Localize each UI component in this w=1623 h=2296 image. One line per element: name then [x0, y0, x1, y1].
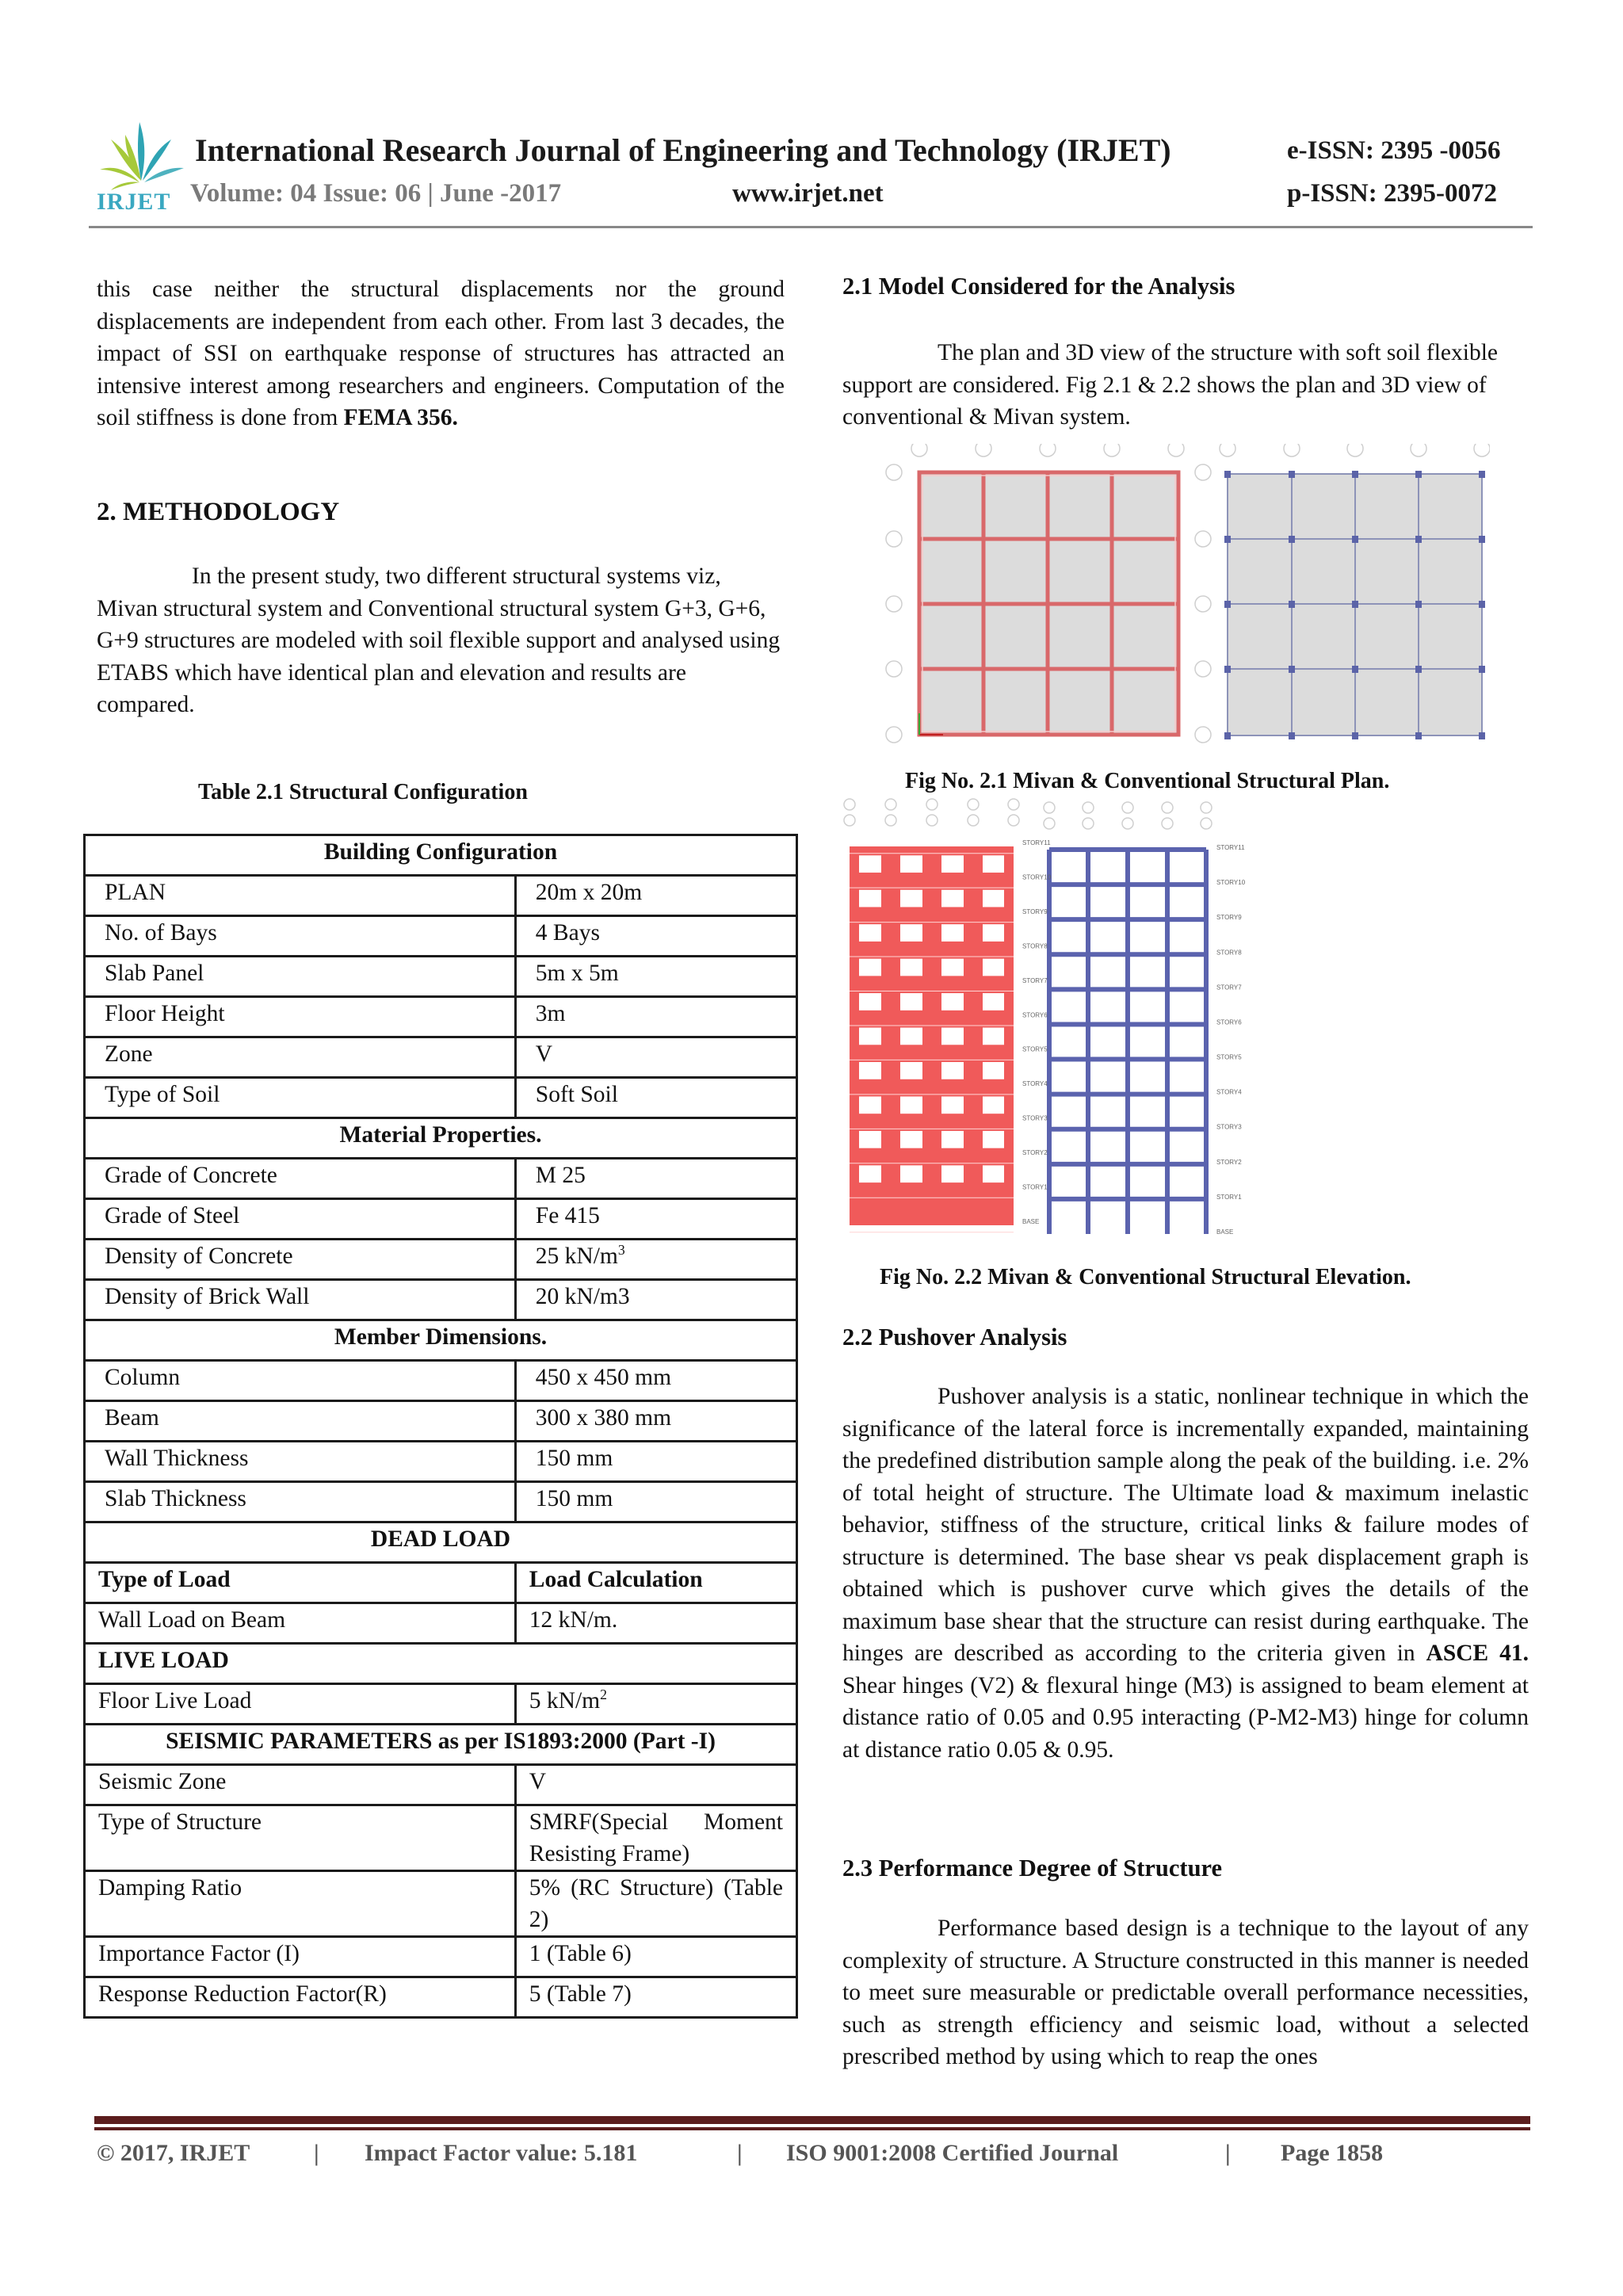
svg-text:STORY3: STORY3: [1022, 1114, 1048, 1122]
e-issn: e-ISSN: 2395 -0056: [1287, 136, 1501, 165]
mivan-plan: [886, 444, 1184, 743]
table-caption: Table 2.1 Structural Configuration: [198, 780, 528, 804]
table-row: Floor Height 3m: [85, 997, 797, 1037]
svg-text:STORY10: STORY10: [1216, 879, 1246, 887]
svg-text:STORY7: STORY7: [1022, 976, 1048, 984]
svg-text:STORY1: STORY1: [1216, 1193, 1242, 1201]
svg-text:STORY8: STORY8: [1022, 942, 1048, 950]
section-building-configuration: Building Configuration: [85, 835, 797, 876]
intro-paragraph: [97, 273, 785, 434]
volume-issue: Volume: 04 Issue: 06 | June -2017: [190, 179, 562, 208]
methodology-text: In the present study, two different structural systems viz, Mivan structural system and Conventional structural system G+3, G+6, G+9 structures are modeled with soil flexible support and analysed using ETABS which have identical plan and elevation and results are compared.: [97, 563, 781, 717]
structural-configuration-table: [83, 834, 798, 2019]
section-seismic-parameters: SEISMIC PARAMETERS as per IS1893:2000 (Part -I): [85, 1725, 797, 1765]
figure-2-2-caption: Fig No. 2.2 Mivan & Conventional Structural Elevation.: [880, 1265, 1411, 1289]
section-material-properties: Material Properties.: [85, 1118, 797, 1159]
svg-text:STORY10: STORY10: [1022, 873, 1052, 881]
table-row: Type of Soil Soft Soil: [85, 1078, 797, 1118]
table-row: Density of Brick Wall 20 kN/m3: [85, 1280, 797, 1320]
footer-separator: |: [314, 2140, 319, 2166]
footer-iso: ISO 9001:2008 Certified Journal: [786, 2140, 1119, 2166]
svg-text:STORY4: STORY4: [1022, 1080, 1048, 1088]
svg-text:STORY2: STORY2: [1022, 1149, 1048, 1157]
table-row: Slab Panel 5m x 5m: [85, 957, 797, 997]
svg-text:STORY1: STORY1: [1022, 1183, 1048, 1191]
table-row: Grade of Steel Fe 415: [85, 1199, 797, 1240]
table-row: Grade of Concrete M 25: [85, 1159, 797, 1199]
header-divider: [89, 226, 1533, 228]
svg-text:STORY8: STORY8: [1216, 949, 1242, 957]
table-row: Wall Thickness 150 mm: [85, 1442, 797, 1482]
table-row: PLAN 20m x 20m: [85, 876, 797, 916]
footer-page-number: Page 1858: [1281, 2140, 1384, 2166]
asce-reference: ASCE 41.: [1426, 1641, 1529, 1666]
section-live-load: LIVE LOAD: [85, 1644, 797, 1684]
footer-separator: |: [1225, 2140, 1231, 2166]
methodology-paragraph: [97, 560, 785, 721]
svg-text:STORY3: STORY3: [1216, 1123, 1242, 1131]
table-row: Type of Structure SMRF(Special Moment Resisting Frame): [85, 1805, 797, 1871]
intro-text: this case neither the structural displacements nor the ground displacements are independent from each other. From last 3 decades, the impact of SSI on earthquake response of structures has attracted an intensive interest among researchers and engineers. Computation of the soil stiffness is done from: [97, 277, 785, 430]
table-row: Slab Thickness 150 mm: [85, 1482, 797, 1522]
table-row: Column 450 x 450 mm: [85, 1361, 797, 1401]
section-member-dimensions: Member Dimensions.: [85, 1320, 797, 1361]
svg-text:STORY6: STORY6: [1216, 1018, 1242, 1026]
svg-text:STORY2: STORY2: [1216, 1158, 1242, 1166]
svg-text:BASE: BASE: [1022, 1218, 1040, 1225]
section-2-3-paragraph: Performance based design is a technique to the layout of any complexity of structure. A Structure constructed in this manner is needed to meet sure measurable or predictable overall performance necessities, such as strength efficiency and seismic load, without a selected prescribed method by using which to reap the ones: [842, 1916, 1529, 2069]
svg-text:STORY9: STORY9: [1022, 907, 1048, 915]
p-issn: p-ISSN: 2395-0072: [1287, 179, 1497, 208]
svg-text:STORY5: STORY5: [1216, 1053, 1242, 1061]
svg-text:STORY4: STORY4: [1216, 1088, 1242, 1096]
fema-reference: FEMA 356.: [343, 405, 458, 430]
section-2-1-heading: 2.1 Model Considered for the Analysis: [842, 273, 1235, 300]
section-2-3-heading: 2.3 Performance Degree of Structure: [842, 1855, 1223, 1881]
irjet-logo: [94, 117, 189, 215]
methodology-heading: 2. METHODOLOGY: [97, 498, 340, 526]
table-row: Seismic Zone V: [85, 1765, 797, 1805]
table-row: Wall Load on Beam 12 kN/m.: [85, 1603, 797, 1644]
section-2-2-paragraph: Pushover analysis is a static, nonlinear technique in which the significance of the lateral force is incrementally expanded, maintaining the predefined distribution sample along the peak of the building. i.e. 2% of total height of structure. The Ultimate load & maximum inelastic behavior, stiffness of the structure, critical links & failure modes of structure is determined. The base shear vs peak displacement graph is obtained which is pushover curve which gives the details of the maximum base shear that the structure can resist during earthquake. The hinges are described as according to the criteria given in ASCE 41. Shear hinges (V2) & flexural hinge (M3) is assigned to beam element at distance ratio of 0.05 and 0.95 interacting (P-M2-M3) hinge for column at distance ratio 0.05 & 0.95.: [842, 1384, 1529, 1763]
section-dead-load: DEAD LOAD: [85, 1522, 797, 1563]
svg-text:STORY5: STORY5: [1022, 1045, 1048, 1053]
svg-text:STORY11: STORY11: [1022, 839, 1051, 846]
section-2-1-paragraph: The plan and 3D view of the structure with soft soil flexible support are considered. Fig 2.1 & 2.2 shows the plan and 3D view of conventional & Mivan system.: [842, 340, 1499, 430]
table-row: Importance Factor (I) 1 (Table 6): [85, 1937, 797, 1977]
table-row: Damping Ratio 5% (RC Structure) (Table 2): [85, 1871, 797, 1937]
table-header-row: Type of Load Load Calculation: [85, 1563, 797, 1603]
website-link[interactable]: www.irjet.net: [732, 179, 884, 208]
footer-bar-thin: [94, 2127, 1530, 2130]
svg-text:BASE: BASE: [1216, 1228, 1234, 1236]
table-row: No. of Bays 4 Bays: [85, 916, 797, 957]
svg-text:STORY9: STORY9: [1216, 914, 1242, 922]
footer-bar: [94, 2116, 1530, 2124]
figure-2-2-structural-elevation: [840, 794, 1553, 1263]
footer-copyright: © 2017, IRJET: [97, 2140, 250, 2166]
footer-separator: |: [737, 2140, 743, 2166]
table-row: Density of Concrete 25 $kN/m^3$: [85, 1240, 797, 1280]
figure-2-1-caption: Fig No. 2.1 Mivan & Conventional Structural Plan.: [905, 769, 1390, 793]
svg-text:STORY6: STORY6: [1022, 1011, 1048, 1019]
conventional-elevation: [1044, 802, 1212, 1234]
section-2-2-heading: 2.2 Pushover Analysis: [842, 1324, 1067, 1350]
figure-2-1-structural-plan: [880, 444, 1490, 757]
table-row: Zone V: [85, 1037, 797, 1078]
table-row: Floor Live Load 5 $kN/m^2$: [85, 1684, 797, 1725]
logo-text: IRJET: [97, 189, 171, 215]
mivan-elevation: [844, 799, 1019, 1232]
journal-title: International Research Journal of Engineering and Technology (IRJET): [195, 132, 1171, 168]
table-row: Beam 300 x 380 mm: [85, 1401, 797, 1442]
conventional-plan: [1195, 444, 1490, 743]
svg-text:STORY7: STORY7: [1216, 984, 1242, 991]
table-row: Response Reduction Factor(R) 5 (Table 7): [85, 1977, 797, 2018]
svg-text:STORY11: STORY11: [1216, 844, 1245, 851]
footer-impact-factor: Impact Factor value: 5.181: [365, 2140, 638, 2166]
